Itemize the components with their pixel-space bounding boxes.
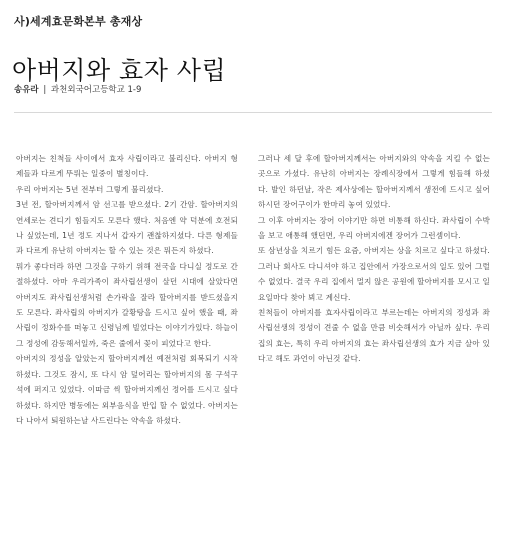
article-title: 아버지와 효자 사립	[12, 55, 227, 85]
author-name: 송유라	[14, 85, 39, 95]
author-school: 과천외국어고등학교 1-9	[50, 85, 142, 95]
paragraph: 우리 아버지는 5년 전부터 그렇게 불리셨다.	[16, 184, 164, 194]
paragraph: 또 삼년상을 치르기 힘든 요즘, 아버지는 상을 치르고 싶다고 하셨다. 그러나 회사도 다니셔야 하고 집안에서 가장으로서의 일도 있어 그럴 수 없었다. 결국 우리 집에서 멀지 않은 공원에 할아버지를 모시고 일요일마다 찾아 뵈고 계신다.	[258, 246, 490, 302]
header-divider	[14, 112, 492, 113]
paragraph: 그러나 세 달 후에 할아버지께서는 아버지와의 약속을 지킬 수 없는 곳으로 가셨다. 유난히 아버지는 장례식장에서 그렇게 힘들해 하셨다. 발인 하던날, 작은 제사상에는 할아버지께서 생전에 드시고 싶어 하시던 장어구이가 한마리 놓여 있었다.	[258, 154, 490, 210]
byline-separator: |	[43, 85, 47, 95]
paragraph: 친척들이 아버지를 효자사립이라고 부르는데는 아버지의 정성과 좌사립선생의 정성이 견줄 수 없을 만큼 비슷해서가 아닐까 싶다. 우리집의 효는, 특히 우리 아버지의 효는 좌사립선생의 효가 지금 살아 있다고 해도 과언이 아닌것 같다.	[258, 308, 490, 364]
byline	[14, 83, 141, 95]
body-column-right	[258, 151, 490, 367]
paragraph: 아버지의 정성을 알았는지 할아버지께선 예전처럼 회복되기 시작하셨다. 그것도 잠시, 또 다시 암 덮어리는 할아버지의 몸 구석구석에 퍼지고 있었다. 이따금 씩 할아버지께선 정어를 드시고 싶다하셨다. 하지만 병동에는 외부음식을 반입 할 수 없었다. 아버지는 다 나아서 퇴원하는날 사드린다는 약속을 하셨다.	[16, 354, 238, 425]
paragraph: 뭐가 좋다더라 하면 그것을 구하기 위해 전국을 다니실 정도로 간절하셨다. 아마 우리가족이 좌사립선생이 살던 시대에 살았다면 아버지도 좌사립선생처럼 손가락을 잘라 할아버지를 받드셨을지도 모른다. 좌사립의 아버지가 갈황탕을 드시고 싶어 했을 때, 좌사립이 정화수를 떠놓고 신령님께 빌었다는 이야기가있다. 하늘이 그 정성에 감동해서일까, 죽은 줄에서 꽃이 피었다고 한다.	[16, 261, 238, 348]
award-kicker: 사)세계효문화본부 총재상	[14, 15, 143, 28]
paragraph: 3년 전, 할아버지께서 암 선고를 받으셨다. 2기 간암. 할아버지의 연세로는 견디기 힘들지도 모른다 했다. 처음엔 약 덕분에 호전되나 싶었는데, 1년 정도 지나서 갑자기 괜찮하지셨다. 다른 형제들과 다르게 유난히 아버지는 할 수 있는 것은 뭐든지 하셨다.	[16, 200, 238, 256]
paragraph: 아버지는 친척들 사이에서 효자 사립이라고 불리신다. 아버지 형제들과 다르게 뚜뤄는 일중이 별칭이다.	[16, 154, 238, 179]
paragraph: 그 이후 아버지는 장어 이야기만 하면 비통해 하신다. 좌사립이 수박을 보고 애통해 했던면, 우리 아버지에겐 장어가 그런셈이다.	[258, 215, 490, 241]
body-column-left	[16, 151, 238, 428]
